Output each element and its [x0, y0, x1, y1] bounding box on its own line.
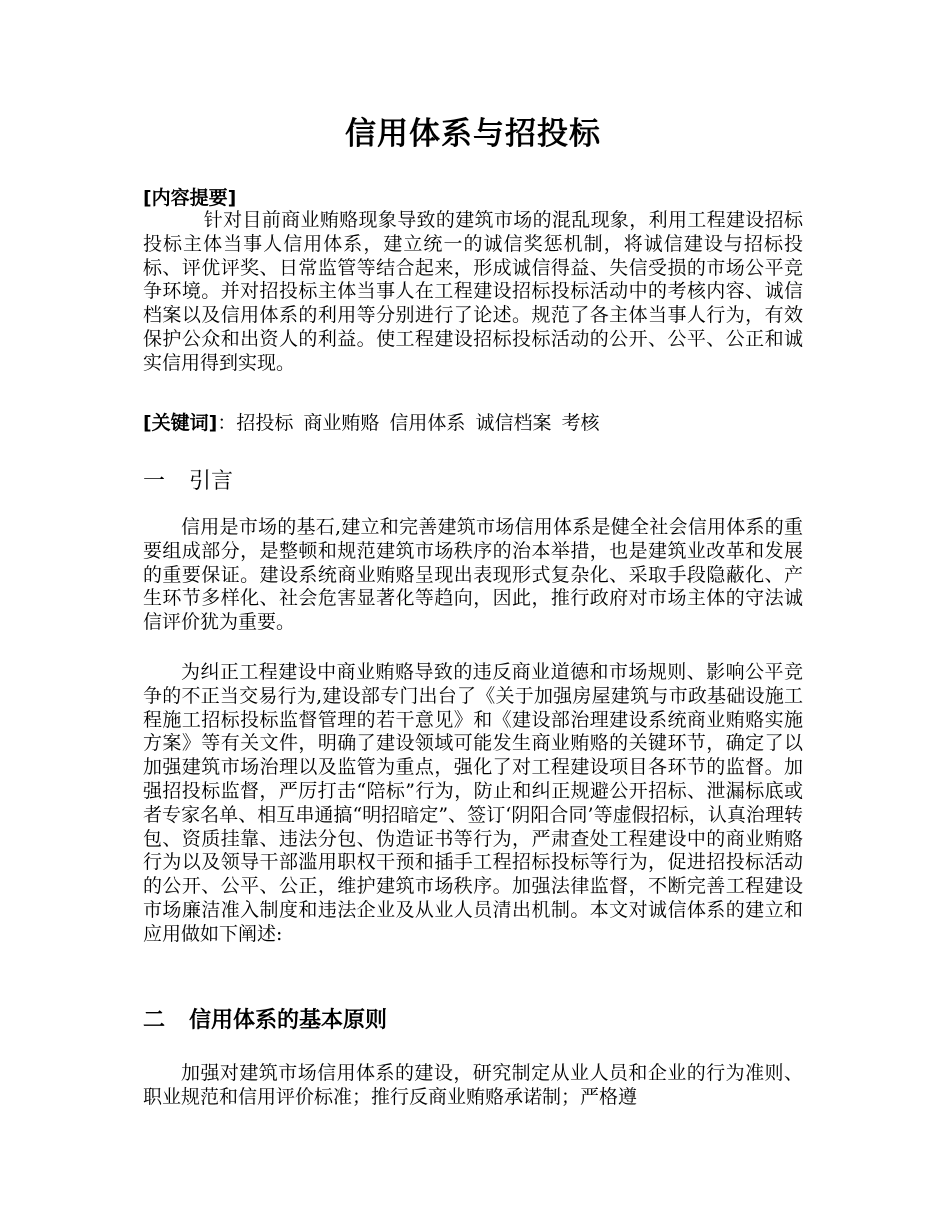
body-paragraph: 信用是市场的基石,建立和完善建筑市场信用体系是健全社会信用体系的重要组成部分，是整顿和规范建筑市场秩序的治本举措，也是建筑业改革和发展的重要保证。建设系统商业贿赂呈现出表现形式复杂化、采取手段隐蔽化、产生环节多样化、社会危害显著化等趋向，因此，推行政府对市场主体的守法诚信评价犹为重要。 [143, 516, 803, 634]
section-title: 信用体系的基本原则 [189, 1007, 388, 1033]
keyword-item: 招投标 [236, 412, 294, 434]
body-paragraph: 为纠正工程建设中商业贿赂导致的违反商业道德和市场规则、影响公平竞争的不正当交易行为,建设部专门出台了《关于加强房屋建筑与市政基础设施工程施工招标投标监督管理的若干意见》和《建设部治理建设系统商业贿赂实施方案》等有关文件，明确了建设领域可能发生商业贿赂的关键环节，确定了以加强建筑市场治理以及监管为重点，强化了对工程建设项目各环节的监督。加强招投标监督，严厉打击“陪标”行为，防止和纠正规避公开招标、泄漏标底或者专家名单、相互串通搞“明招暗定”、签订‘阴阳合同’等虚假招标，认真治理转包、资质挂靠、违法分包、伪造证书等行为，严肃查处工程建设中的商业贿赂行为以及领导干部滥用职权干预和插手工程招标投标等行为，促进招投标活动的公开、公平、公正，维护建筑市场秩序。加强法律监督，不断完善工程建设市场廉洁准入制度和违法企业及从业人员清出机制。本文对诚信体系的建立和应用做如下阐述: [143, 661, 803, 945]
section-title: 引言 [189, 469, 234, 494]
keywords-separator: ： [217, 412, 237, 434]
section-number: 二 [143, 1007, 166, 1033]
document-title: 信用体系与招投标 [345, 116, 601, 152]
section-heading-introduction [143, 467, 233, 497]
keyword-item: 信用体系 [389, 412, 466, 434]
keywords-label: [关键词] [143, 412, 218, 434]
keywords-line [143, 410, 803, 436]
keyword-item: 诚信档案 [475, 412, 552, 434]
keyword-item: 商业贿赂 [303, 412, 380, 434]
section-number: 一 [143, 469, 166, 494]
abstract-text: 针对目前商业贿赂现象导致的建筑市场的混乱现象，利用工程建设招标投标主体当事人信用体系，建立统一的诚信奖惩机制，将诚信建设与招标投标、评优评奖、日常监管等结合起来，形成诚信得益、失信受损的市场公平竞争环境。并对招投标主体当事人在工程建设招标投标活动中的考核内容、诚信档案以及信用体系的利用等分别进行了论述。规范了各主体当事人行为，有效保护公众和出资人的利益。使工程建设招标投标活动的公开、公平、公正和诚实信用得到实现。 [143, 209, 803, 374]
body-paragraph: 加强对建筑市场信用体系的建设，研究制定从业人员和企业的行为准则、职业规范和信用评价标准；推行反商业贿赂承诺制；严格遵 [143, 1062, 803, 1108]
keyword-item: 考核 [561, 412, 600, 434]
abstract-label: [内容提要] [143, 187, 237, 209]
section-heading-principles [143, 1005, 387, 1035]
